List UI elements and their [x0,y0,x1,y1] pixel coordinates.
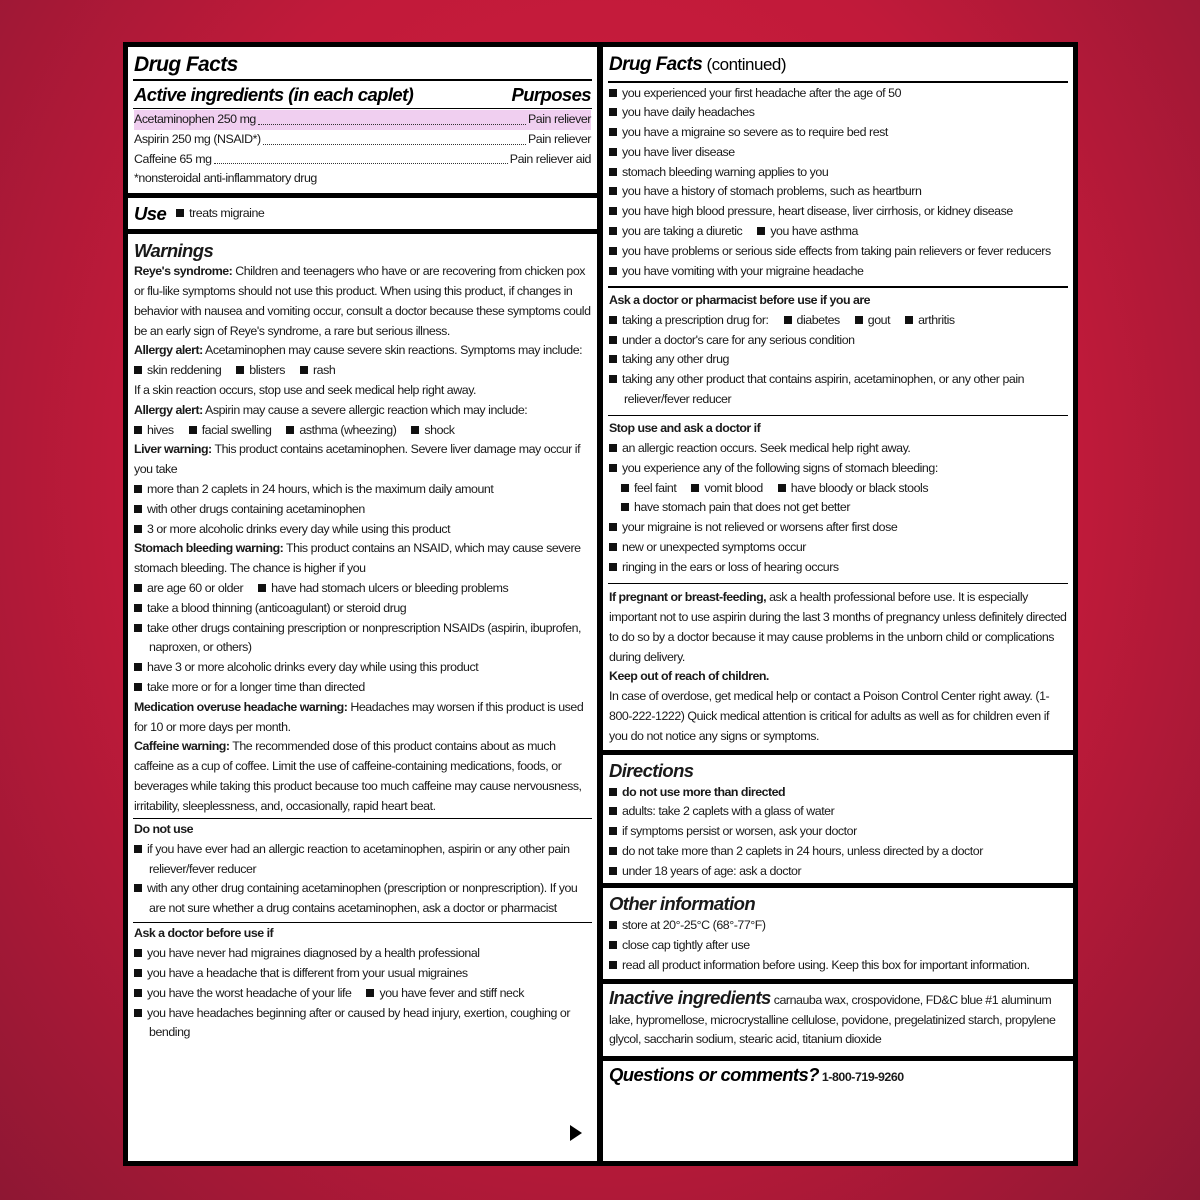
list-item [609,202,1067,222]
bullet-icon [609,961,617,969]
label-text: if you have ever had an allergic reaction to acetaminophen, aspirin or any other pain reliever/fever reducer [147,841,570,876]
label-text: Allergy alert: [134,343,203,358]
label-text: Aspirin may cause a severe allergic reaction which may include: [202,402,528,417]
list-item [609,84,1067,104]
label-text: you have vomiting with your migraine headache [622,263,864,278]
list-item [609,842,1067,862]
do-not-use-heading: Do not use [134,822,194,836]
questions-section [603,1064,1073,1088]
ingredient-row [134,110,591,130]
list-item [134,678,591,698]
divider [133,922,592,924]
label-text: you have a headache that is different from your usual migraines [147,966,468,981]
label-text: Caffeine 65 mg [134,151,212,166]
label-text: you have headaches beginning after or caused by head injury, exertion, coughing or bending [147,1005,571,1040]
bullet-icon [609,316,617,324]
label-text: taking any other product that contains aspirin, acetaminophen, or any other pain reliever/fever reducer [622,372,1025,406]
ask-doctor-continued [603,84,1073,282]
label-text: you have a migraine so severe as to require bed rest [622,125,888,140]
bullet-icon [609,788,617,796]
bullet-icon [609,89,617,97]
bullet-icon [236,366,244,374]
label-text: taking a prescription drug for: [622,312,769,327]
label-text: If a skin reaction occurs, stop use and seek medical help right away. [134,382,477,397]
bullet-icon [176,209,184,217]
label-text: taking any other drug [622,352,729,367]
label-text: gout [867,312,891,327]
label-text: Caffeine warning: [134,739,230,754]
bullet-icon [609,227,617,235]
label-text: vomit blood [704,480,763,495]
use-text: treats migraine [189,205,265,220]
label-text: ask a health professional before use. It is especially important not to use aspirin during the last 3 months of pregnancy unless definitely directed to do so by a doctor because it may cause problems in the unborn child or complications during delivery. [609,590,1067,664]
pregnancy-section [603,588,1073,746]
ingredient-row [134,150,591,170]
list-item [134,500,591,520]
list-item [134,840,591,880]
label-text: If pregnant or breast-feeding, [609,590,767,605]
bullet-icon [609,807,617,815]
list-item [609,802,1067,822]
label-text: (continued) [702,55,787,74]
label-text: Liver warning: [134,442,212,457]
label-text: blisters [249,363,285,378]
label-text: stomach bleeding warning applies to you [622,164,829,179]
label-text: Headaches may worsen if this product is used for 10 or more days per month. [134,699,584,734]
other-information-section [603,892,1073,975]
label-text: more than 2 caplets in 24 hours, which is the maximum daily amount [147,481,494,496]
label-text: read all product information before using. Keep this box for important information. [622,958,1030,973]
bullet-icon [189,426,197,434]
label-text: you experienced your first headache after the age of 50 [622,85,902,100]
label-text: you have fever and stiff neck [379,985,524,1000]
label-text: have 3 or more alcoholic drinks every day while using this product [147,660,479,675]
label-text: In case of overdose, get medical help or contact a Poison Control Center right away. (1-800-222-1222) Quick medical attention is critical for adults as well as for children even if you do not notice any signs or symptoms. [609,689,1050,743]
ingredient-row [134,130,591,150]
bullet-icon [286,426,294,434]
list-item [609,182,1067,202]
bullet-icon [609,267,617,275]
bullet-icon [609,355,617,363]
label-text: you have the worst headache of your life [147,985,352,1000]
use-heading: Use [134,202,167,224]
label-text: Reye's syndrome: [134,264,233,279]
bullet-icon [134,969,142,977]
bullet-icon [258,584,266,592]
bullet-icon [134,426,142,434]
warnings-section [128,240,597,816]
label-text: 3 or more alcoholic drinks every day while using this product [147,521,451,536]
label-text: feel faint [634,480,677,495]
bullet-icon [621,484,629,492]
label-text: Medication overuse headache warning: [134,699,348,714]
divider [603,883,1073,888]
questions-heading: Questions or comments? [609,1064,819,1086]
label-text: Stomach bleeding warning: [134,541,284,556]
label-text: facial swelling [201,422,272,437]
list-item [609,370,1067,410]
bullet-icon [609,827,617,835]
bullet-icon [609,941,617,949]
bullet-icon [609,847,617,855]
label-text: The recommended dose of this product contains about as much caffeine as a cup of coffee. Limit the use of caffeine-containing medications, foods, or beverages while taking this product because too much caffeine may cause nervousness, irritability, sleeplessness, and, occasionally, rapid heart beat. [134,739,582,813]
active-ingredients-heading: Active ingredients (in each caplet) [134,83,414,105]
label-text: This product contains an NSAID, which may cause severe stomach bleeding. The chance is higher if you [134,541,581,576]
label-text: Acetaminophen 250 mg [134,112,256,126]
label-text: skin reddening [147,363,222,378]
bullet-icon [134,604,142,612]
label-text: with any other drug containing acetaminophen (prescription or nonprescription). If you are not sure whether a drug contains acetaminophen, ask a doctor or pharmacist [147,881,578,916]
bullet-icon [609,543,617,551]
bullet-icon [757,227,765,235]
bullet-icon [609,207,617,215]
list-item [609,822,1067,842]
bullet-icon [609,128,617,136]
bullet-icon [134,884,142,892]
divider [603,979,1073,984]
list-item [134,879,591,919]
bullet-icon [609,375,617,383]
list-item [134,944,591,964]
list-item [134,658,591,678]
list-item [609,936,1067,956]
bullet-icon [609,108,617,116]
list-item [609,123,1067,143]
bullet-icon [134,1009,142,1017]
bullet-icon [609,921,617,929]
directions-section [603,759,1073,882]
divider [608,583,1068,585]
bullet-icon [609,168,617,176]
bullet-icon [905,316,913,324]
label-text: you experience any of the following signs of stomach bleeding: [622,460,938,475]
inactive-ingredients-section [603,988,1073,1050]
list-item [134,520,591,540]
label-text: Allergy alert: [134,402,203,417]
label-text: take a blood thinning (anticoagulant) or steroid drug [147,600,407,615]
label-text: have stomach pain that does not get better [634,500,850,515]
stop-use-heading: Stop use and ask a doctor if [609,421,761,436]
keep-out-of-reach: Keep out of reach of children. [609,669,769,684]
dot-leader [263,144,526,145]
ingredient-footnote: *nonsteroidal anti-inflammatory drug [134,171,317,186]
label-text: if symptoms persist or worsen, ask your doctor [622,824,857,839]
list-item [134,619,591,659]
label-text: take other drugs containing prescription or nonprescription NSAIDs (aspirin, ibuprofen, naproxen, or others) [147,620,582,655]
other-information-heading: Other information [609,893,756,915]
bullet-icon [134,683,142,691]
do-not-use-section [128,820,597,919]
label-text: an allergic reaction occurs. Seek medical help right away. [622,441,911,456]
bullet-icon [855,316,863,324]
bullet-icon [134,949,142,957]
divider [608,286,1068,288]
list-item [609,862,1067,882]
ask-doctor-section [128,924,597,1043]
bullet-icon [609,247,617,255]
bullet-icon [134,525,142,533]
label-text: your migraine is not relieved or worsens after first dose [622,520,898,535]
bullet-icon [134,485,142,493]
bullet-icon [609,444,617,452]
label-text: are age 60 or older [147,580,244,595]
label-text: arthritis [918,312,955,327]
divider [133,108,592,110]
label-text: do not take more than 2 caplets in 24 hours, unless directed by a doctor [622,843,983,858]
label-text: you have daily headaches [622,105,755,120]
label-text: Aspirin 250 mg (NSAID*) [134,131,261,146]
label-text: you have problems or serious side effects from taking pain relievers or fever reducers [622,243,1051,258]
divider [128,229,597,234]
label-text: asthma (wheezing) [299,422,397,437]
list-item [609,163,1067,183]
bullet-icon [411,426,419,434]
drug-facts-title: Drug Facts [134,53,238,76]
bullet-icon [134,663,142,671]
label-text: you are taking a diuretic [622,224,743,239]
label-text: ringing in the ears or loss of hearing occurs [622,559,839,574]
bullet-icon [609,464,617,472]
ask-doctor-heading: Ask a doctor before use if [134,926,274,941]
list-item [609,518,1067,538]
bullet-icon [300,366,308,374]
divider [608,81,1068,83]
list-item [609,956,1067,976]
bullet-icon [778,484,786,492]
bullet-icon [609,563,617,571]
label-text: store at 20°-25°C (68°-77°F) [622,918,766,933]
bullet-icon [609,336,617,344]
list-item [609,558,1067,578]
dot-leader [258,124,526,125]
label-text: This product contains acetaminophen. Severe liver damage may occur if you take [134,442,581,477]
divider [603,1056,1073,1061]
label-text: with other drugs containing acetaminophen [147,501,365,516]
list-item [609,538,1067,558]
label-text: you have liver disease [622,144,735,159]
divider [133,79,592,81]
ask-pharmacist-heading: Ask a doctor or pharmacist before use if you are [609,292,871,307]
label-text: have bloody or black stools [790,480,929,495]
divider [608,415,1068,417]
label-text: new or unexpected symptoms occur [622,540,806,555]
list-item [609,331,1067,351]
bullet-icon [609,523,617,531]
continue-arrow-icon [570,1125,582,1141]
bullet-icon [134,845,142,853]
label-text: do not use more than directed [622,784,786,799]
label-text: Pain reliever [527,112,591,126]
label-text: rash [312,363,336,378]
list-item [609,439,1067,459]
label-text: adults: take 2 caplets with a glass of water [622,804,835,819]
list-item [134,480,591,500]
bullet-icon [134,366,142,374]
bullet-icon [784,316,792,324]
drug-facts-continued-title: Drug Facts [609,54,703,75]
list-item [609,262,1067,282]
label-text: under 18 years of age: ask a doctor [622,863,802,878]
purposes-heading: Purposes [511,83,591,105]
label-text: Pain reliever aid [509,151,591,166]
label-text: you have asthma [770,224,858,239]
list-item [609,143,1067,163]
list-item [609,103,1067,123]
bullet-icon [609,148,617,156]
ask-pharmacist-section [603,291,1073,410]
label-text: you have high blood pressure, heart disease, liver cirrhosis, or kidney disease [622,204,1013,219]
divider [603,750,1073,755]
list-item [609,242,1067,262]
label-text: take more or for a longer time than directed [147,679,365,694]
label-text: hives [147,422,174,437]
label-text: under a doctor's care for any serious condition [622,332,855,347]
bullet-icon [134,505,142,513]
bullet-icon [609,187,617,195]
label-text: you have a history of stomach problems, such as heartburn [622,184,922,199]
list-item [134,1004,591,1044]
list-item [609,916,1067,936]
label-text: diabetes [796,312,840,327]
list-item [134,964,591,984]
right-column [603,47,1073,1161]
left-column [128,47,597,1161]
bullet-icon [134,989,142,997]
bullet-icon [621,503,629,511]
label-text: carnauba wax, crospovidone, FD&C blue #1 aluminum lake, hypromellose, microcrystalline cellulose, povidone, pregelatinized starch, propylene glycol, saccharin sodium, stearic acid, titanium dioxide [609,992,1056,1047]
bullet-icon [609,867,617,875]
list-item [609,350,1067,370]
label-text: you have never had migraines diagnosed by a health professional [147,946,480,961]
dot-leader [214,163,508,164]
warnings-heading: Warnings [134,240,214,262]
list-item [134,599,591,619]
inactive-ingredients-heading: Inactive ingredients [609,986,771,1008]
label-text: close cap tightly after use [622,938,750,953]
bullet-icon [134,624,142,632]
divider [133,818,592,820]
stop-use-section [603,419,1073,577]
drug-facts-label [123,42,1078,1166]
label-text: have had stomach ulcers or bleeding problems [271,580,509,595]
bullet-icon [691,484,699,492]
label-text: Children and teenagers who have or are recovering from chicken pox or flu-like symptoms should not use this product. When using this product, if changes in behavior with nausea and vomiting occur, consult a doctor because these symptoms could be an early sign of Reye's syndrome, a rare but serious illness. [134,264,591,338]
directions-heading: Directions [609,759,694,781]
bullet-icon [134,584,142,592]
phone-number: 1-800-719-9260 [818,1070,904,1085]
bullet-icon [366,989,374,997]
label-text: Pain reliever [527,131,591,146]
label-text: shock [424,422,455,437]
label-text: Acetaminophen may cause severe skin reactions. Symptoms may include: [202,343,583,358]
list-item [609,459,1067,479]
